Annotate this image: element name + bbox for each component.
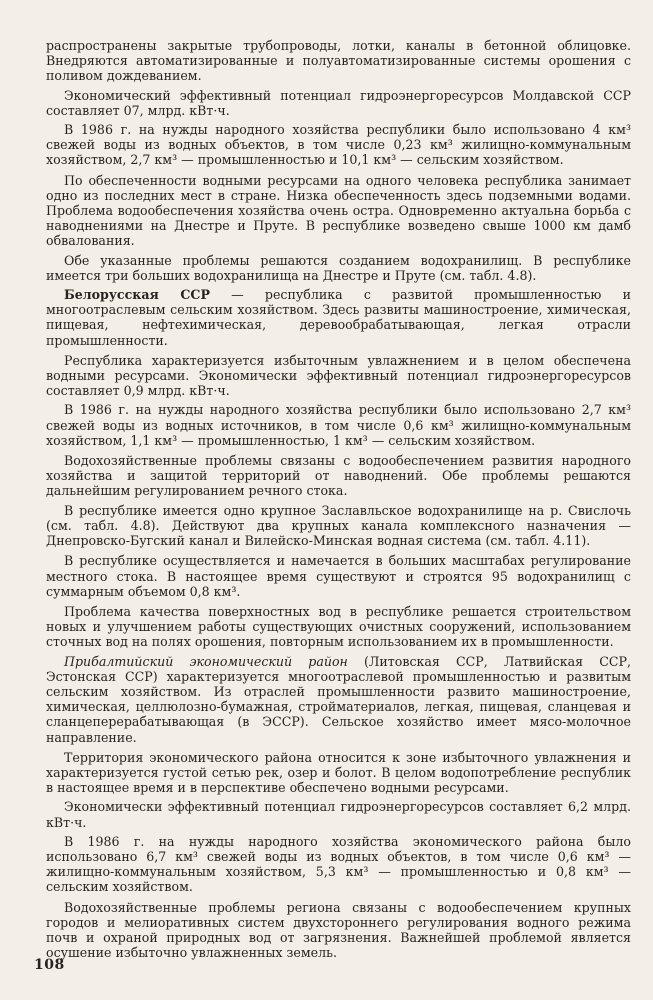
paragraph: Территория экономического района относится к зоне избыточного увлажнения и характеризуется густой сетью рек, озер и болот. В целом водопотребление республик в настоящее время и в перспективе обеспечено водными ресурсами. — [46, 749, 631, 796]
body-text — [46, 38, 631, 960]
paragraph: В 1986 г. на нужды народного хозяйства республики было использовано 4 км³ свежей воды из водных объектов, в том числе 0,23 км³ жилищно-коммунальным хозяйством, 2,7 км³ — промышленностью и 10,1 км³ — сельским хозяйством. — [46, 122, 631, 168]
paragraph: В республике имеется одно крупное Заславльское водохранилище на р. Свислочь (см. табл. 4.8). Действуют два крупных канала комплексного назначения — Днепровско-Бугский канал и Вилейско-Минская водная система (см. табл. 4.11). — [46, 502, 631, 549]
paragraph: В республике осуществляется и намечается в больших масштабах регулирование местного стока. В настоящее время существуют и строятся 95 водохранилищ с суммарным объемом 0,8 км³. — [46, 553, 631, 599]
paragraph: Проблема качества поверхностных вод в республике решается строительством новых и улучшением работы существующих очистных сооружений, использованием сточных вод на полях орошения, повторным использованием их в промышленности. — [46, 603, 631, 650]
paragraph: В 1986 г. на нужды народного хозяйства экономического района было использовано 6,7 км³ свежей воды из водных объектов, в том числе 0,6 км³ — жилищно-коммунальным хозяйством, 5,3 км³ — промышленностью и 0,8 км³ — сельским хозяйством. — [46, 833, 631, 895]
paragraph: Водохозяйственные проблемы связаны с водообеспечением развития народного хозяйства и защитой территорий от наводнений. Обе проблемы решаются дальнейшим регулированием речного стока. — [46, 453, 631, 499]
paragraph — [46, 654, 631, 745]
paragraph: В 1986 г. на нужды народного хозяйства республики было использовано 2,7 км³ свежей воды из водных источников, в том числе 0,6 км³ жилищно-коммунальным хозяйством, 1,1 км³ — промышленностью, 1 км³ — сельским хозяйством. — [46, 402, 631, 448]
paragraph-text: (Литовская ССР, Латвийская ССР, Эстонская ССР) характеризуется многоотраслевой промышленностью и развитым сельским хозяйством. Из отраслей промышленности развито машиностроение, химическая, целлюлозно-бумажная, стройматериалов, легкая, пищевая, сланцевая и сланцеперерабатывающая (в ЭССР). Сельское хозяйство имеет мясо-молочное направление. — [46, 653, 631, 745]
paragraph: По обеспеченности водными ресурсами на одного человека республика занимает одно из последних мест в стране. Низка обеспеченность здесь подземными водами. Проблема водообеспечения хозяйства очень остра. Одновременно актуальна борьба с наводнениями на Днестре и Пруте. В республике возведено свыше 1000 км дамб обвалования. — [46, 172, 631, 249]
paragraph: Республика характеризуется избыточным увлажнением и в целом обеспечена водными ресурсами. Экономически эффективный потенциал гидроэнергоресурсов составляет 0,9 млрд. кВт·ч. — [46, 352, 631, 399]
paragraph: Экономический эффективный потенциал гидроэнергоресурсов Молдавской ССР составляет 07, млрд. кВт·ч. — [46, 87, 631, 118]
paragraph: распространены закрытые трубопроводы, лотки, каналы в бетонной облицовке. Внедряются автоматизированные и полуавтоматизированные системы орошения с поливом дождеванием. — [46, 38, 631, 84]
page-number: 108 — [34, 957, 65, 973]
paragraph: Обе указанные проблемы решаются созданием водохранилищ. В республике имеется три больших водохранилища на Днестре и Пруте (см. табл. 4.8). — [46, 252, 631, 283]
paragraph-text: — республика с развитой промышленностью и многоотраслевым сельским хозяйством. Здесь развиты машиностроение, химическая, пищевая, нефтехимическая, деревообрабатывающая, легкая отрасли промышленности. — [46, 287, 631, 348]
paragraph: Водохозяйственные проблемы региона связаны с водообеспечением крупных городов и мелиоративных систем двухстороннего регулирования водного режима почв и охраной природных вод от загрязнения. Важнейшей проблемой является осушение избыточно увлажненных земель. — [46, 899, 631, 961]
section-lead-belorussia: Белорусская ССР — [64, 287, 210, 303]
paragraph: Экономически эффективный потенциал гидроэнергоресурсов составляет 6,2 млрд. кВт·ч. — [46, 799, 631, 830]
section-lead-baltic: Прибалтийский экономический район — [64, 653, 348, 669]
paragraph — [46, 287, 631, 348]
